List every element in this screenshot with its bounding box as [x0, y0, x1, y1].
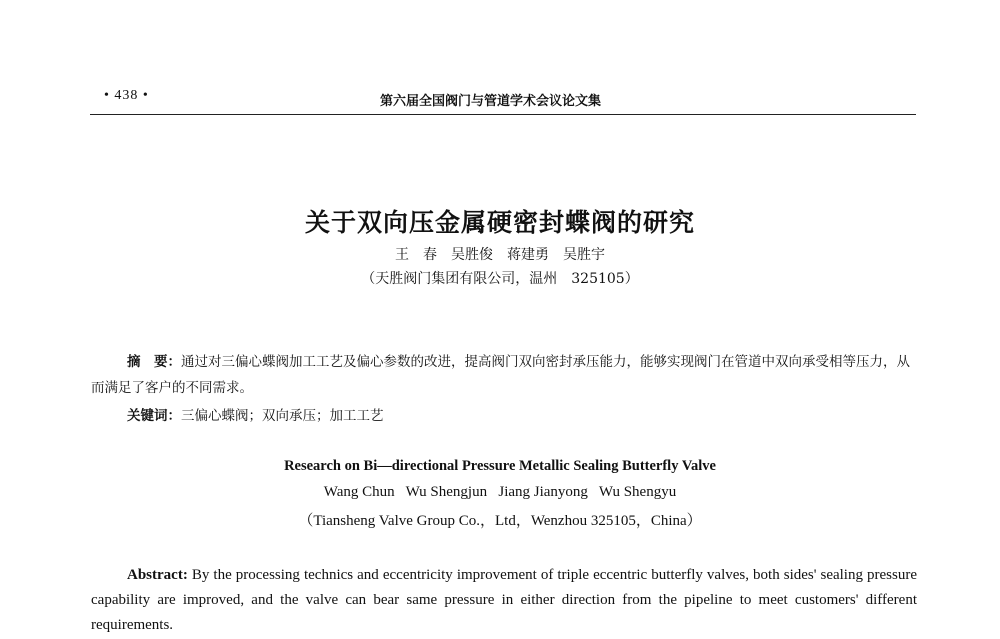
abstract-en-label: Abstract:	[127, 567, 188, 583]
keywords-cn	[127, 403, 384, 429]
abstract-cn-text: 通过对三偏心蝶阀加工工艺及偏心参数的改进，提高阀门双向密封承压能力，能够实现阀门在管道中双向承受相等压力，从而满足了客户的不同需求。	[91, 354, 910, 396]
keywords-cn-label: 关键词：	[127, 408, 181, 424]
keywords-cn-text: 三偏心蝶阀；双向承压；加工工艺	[181, 408, 384, 424]
header-rule	[90, 114, 916, 115]
abstract-en	[91, 563, 917, 638]
paper-title-en: Research on Bi—directional Pressure Metallic Sealing Butterfly Valve	[284, 458, 716, 474]
page-number: • 438 •	[104, 88, 149, 103]
abstract-cn	[91, 349, 917, 401]
affiliation-cn: （天胜阀门集团有限公司，温州 325105）	[361, 271, 639, 287]
affiliation-en: （Tiansheng Valve Group Co.，Ltd，Wenzhou 325105，China）	[298, 513, 702, 529]
running-header: 第六届全国阀门与管道学术会议论文集	[380, 94, 602, 109]
authors-cn: 王 春 吴胜俊 蒋建勇 吴胜宇	[395, 247, 605, 263]
authors-en: Wang Chun Wu Shengjun Jiang Jianyong Wu Shengyu	[323, 484, 677, 500]
paper-title-cn: 关于双向压金属硬密封蝶阀的研究	[304, 208, 695, 237]
abstract-en-text: By the processing technics and eccentricity improvement of triple eccentric butterfly valves, both sides' sealing pressure capability are improved, and the valve can bear same pressure in either direction from the pipeline to meet customers' different requirements.	[91, 567, 917, 633]
abstract-cn-label: 摘 要：	[127, 354, 181, 370]
